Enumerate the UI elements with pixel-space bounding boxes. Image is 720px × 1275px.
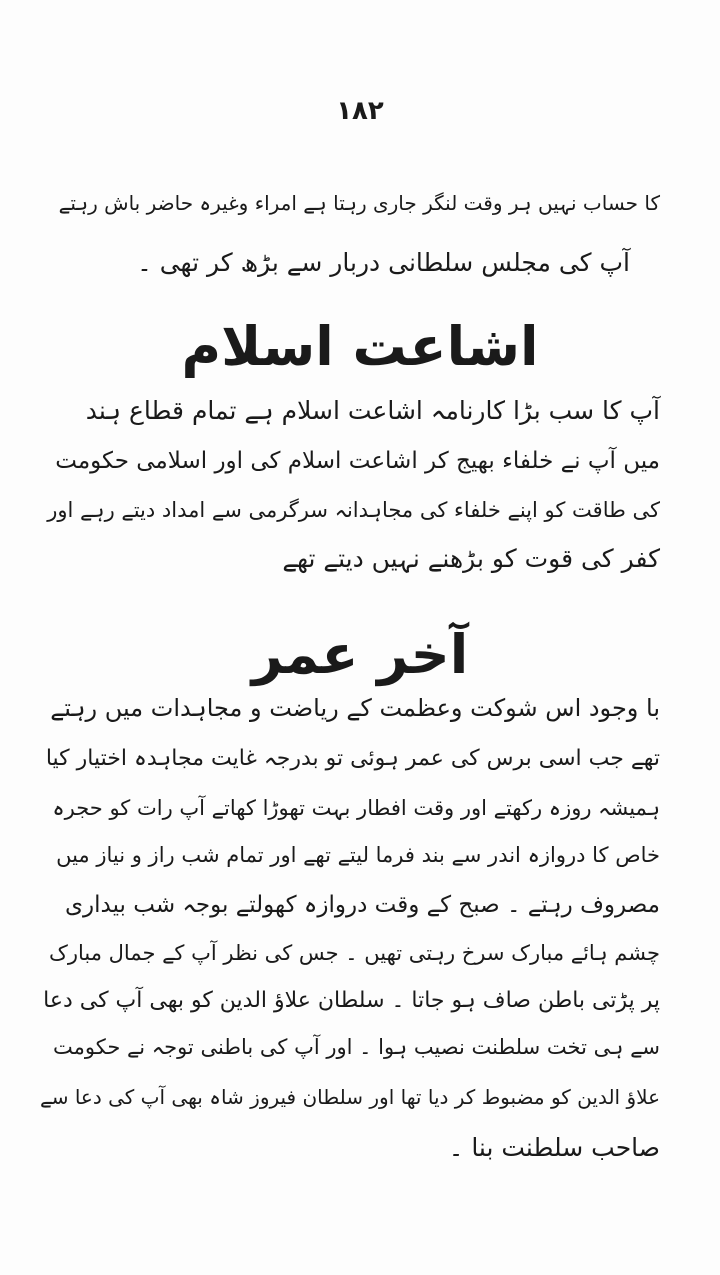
paragraph-line: تھے جب اسی برس کی عمر ہوئی تو بدرجہ غایت مجاہدہ اختیار کیا	[45, 746, 660, 771]
paragraph-line: صاحب سلطنت بنا ۔	[448, 1133, 660, 1162]
paragraph-line: کی طاقت کو اپنے خلفاء کی مجاہدانہ سرگرمی سے امداد دیتے رہے اور	[47, 498, 660, 522]
paragraph-line: مصروف رہتے ۔ صبح کے وقت دروازہ کھولتے بوجہ شب بیداری	[65, 892, 660, 918]
paragraph-line: میں آپ نے خلفاء بھیج کر اشاعت اسلام کی اور اسلامی حکومت	[55, 448, 660, 474]
paragraph-line: کا حساب نہیں ہر وقت لنگر جاری رہتا ہے امراء وغیرہ حاضر باش رہتے	[58, 191, 660, 215]
paragraph-line: ہمیشہ روزہ رکھتے اور وقت افطار بہت تھوڑا کھاتے آپ رات کو حجرہ	[52, 796, 660, 820]
paragraph-line: کفر کی قوت کو بڑھنے نہیں دیتے تھے	[282, 544, 660, 573]
page-number: ١٨٢	[336, 96, 384, 126]
paragraph-line: پر پڑتی باطن صاف ہو جاتا ۔ سلطان علاؤ الدین کو بھی آپ کی دعا	[43, 988, 660, 1013]
section-heading-ishaat-e-islam: اشاعت اسلام	[181, 315, 539, 378]
paragraph-line: چشم ہائے مبارک سرخ رہتی تھیں ۔ جس کی نظر آپ کے جمال مبارک	[49, 941, 660, 965]
paragraph-line: علاؤ الدین کو مضبوط کر دیا تھا اور سلطان فیروز شاہ بھی آپ کی دعا سے	[40, 1085, 660, 1109]
paragraph-line: آپ کا سب بڑا کارنامہ اشاعت اسلام ہے تمام قطاع ہند	[85, 396, 660, 425]
paragraph-line: آپ کی مجلس سلطانی دربار سے بڑھ کر تھی ۔	[137, 248, 630, 277]
paragraph-line: خاص کا دروازہ اندر سے بند فرما لیتے تھے اور تمام شب راز و نیاز میں	[56, 843, 660, 867]
paragraph-line: سے ہی تخت سلطنت نصیب ہوا ۔ اور آپ کی باطنی توجہ نے حکومت	[53, 1035, 660, 1059]
section-heading-aakhir-umar: آخر عمر	[251, 623, 469, 686]
paragraph-line: با وجود اس شوکت وعظمت کے ریاضت و مجاہدات میں رہتے	[50, 694, 660, 722]
